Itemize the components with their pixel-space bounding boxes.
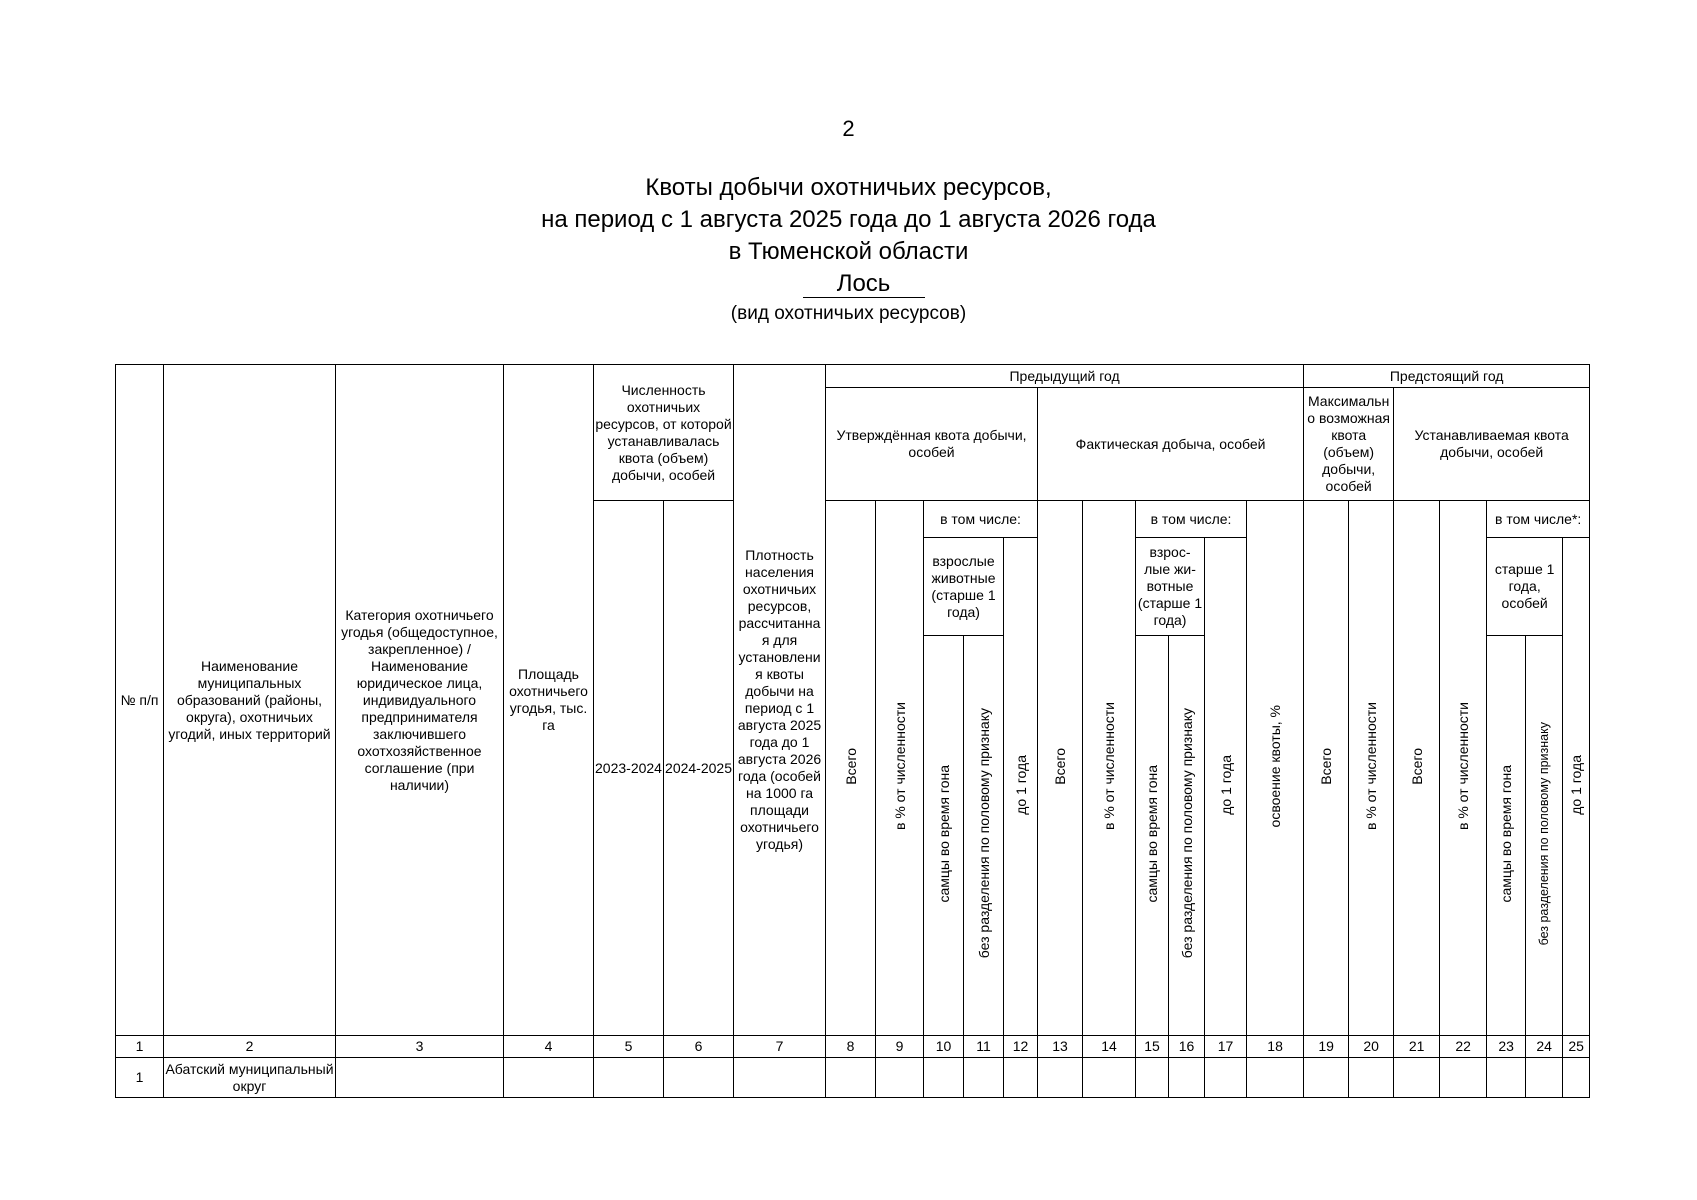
column-number: 19 bbox=[1304, 1036, 1349, 1058]
header-year-2024: 2024-2025 bbox=[664, 501, 734, 1036]
header-set-including: в том числе*: bbox=[1487, 501, 1590, 538]
header-upcoming-year: Предстоящий год bbox=[1304, 365, 1590, 388]
column-number: 25 bbox=[1563, 1036, 1590, 1058]
column-number: 17 bbox=[1205, 1036, 1247, 1058]
header-approved-males: самцы во время гона bbox=[924, 636, 964, 1036]
header-set-total: Всего bbox=[1394, 501, 1440, 1036]
header-approved-total: Всего bbox=[826, 501, 876, 1036]
column-number: 5 bbox=[594, 1036, 664, 1058]
cell bbox=[594, 1058, 664, 1098]
column-number: 6 bbox=[664, 1036, 734, 1058]
column-number: 10 bbox=[924, 1036, 964, 1058]
title-line-1: Квоты добычи охотничьих ресурсов, bbox=[645, 174, 1052, 201]
column-number: 2 bbox=[164, 1036, 336, 1058]
title-line-2: на период с 1 августа 2025 года до 1 августа 2026 года bbox=[541, 206, 1156, 233]
header-previous-year: Предыдущий год bbox=[826, 365, 1304, 388]
header-actual-adults: взрос-лые жи-вотные (старше 1 года) bbox=[1136, 538, 1205, 636]
header-set-pct: в % от численности bbox=[1440, 501, 1487, 1036]
cell bbox=[664, 1058, 734, 1098]
column-number: 13 bbox=[1038, 1036, 1083, 1058]
cell bbox=[964, 1058, 1004, 1098]
quota-table bbox=[115, 364, 1590, 1098]
cell bbox=[1136, 1058, 1169, 1098]
header-max-quota: Максимально возможная квота (объем) добычи, особей bbox=[1304, 388, 1394, 501]
cell bbox=[1004, 1058, 1038, 1098]
header-no: № п/п bbox=[116, 365, 164, 1036]
header-approved-adults: взрослые животные (старше 1 года) bbox=[924, 538, 1004, 636]
cell bbox=[1563, 1058, 1590, 1098]
header-approved-quota: Утверждённая квота добычи, особей bbox=[826, 388, 1038, 501]
header-max-total: Всего bbox=[1304, 501, 1349, 1036]
column-number: 9 bbox=[876, 1036, 924, 1058]
cell bbox=[876, 1058, 924, 1098]
column-number: 23 bbox=[1487, 1036, 1526, 1058]
species-caption: (вид охотничьих ресурсов) bbox=[730, 303, 967, 324]
header-mastery: освоение квоты, % bbox=[1247, 501, 1304, 1036]
header-actual-pct: в % от численности bbox=[1083, 501, 1136, 1036]
header-actual-including: в том числе: bbox=[1136, 501, 1247, 538]
column-number: 4 bbox=[504, 1036, 594, 1058]
page-number: 2 bbox=[842, 116, 855, 141]
cell bbox=[1038, 1058, 1083, 1098]
header-population: Численность охотничьих ресурсов, от которой устанавливалась квота (объем) добычи, особей bbox=[594, 365, 734, 501]
header-actual-males: самцы во время гона bbox=[1136, 636, 1169, 1036]
header-set-older1: старше 1 года, особей bbox=[1487, 538, 1563, 636]
header-actual-harvest: Фактическая добыча, особей bbox=[1038, 388, 1304, 501]
header-actual-nosex: без разделения по половому признаку bbox=[1169, 636, 1205, 1036]
column-number: 1 bbox=[116, 1036, 164, 1058]
cell bbox=[1304, 1058, 1349, 1098]
header-approved-nosex: без разделения по половому признаку bbox=[964, 636, 1004, 1036]
header-actual-total: Всего bbox=[1038, 501, 1083, 1036]
header-max-pct: в % от численности bbox=[1349, 501, 1394, 1036]
column-number: 12 bbox=[1004, 1036, 1038, 1058]
header-actual-under1: до 1 года bbox=[1205, 538, 1247, 1036]
header-density: Плотность населения охотничьих ресурсов, рассчитанная для установления квоты добычи на период с 1 августа 2025 года до 1 августа 2026 года (особей на 1000 га площади охотничьего угодья) bbox=[734, 365, 826, 1036]
column-number: 18 bbox=[1247, 1036, 1304, 1058]
column-number: 8 bbox=[826, 1036, 876, 1058]
title-line-3: в Тюменской области bbox=[728, 238, 969, 265]
column-number-row bbox=[116, 1036, 1590, 1058]
cell bbox=[1487, 1058, 1526, 1098]
cell bbox=[1169, 1058, 1205, 1098]
column-number: 11 bbox=[964, 1036, 1004, 1058]
column-number: 7 bbox=[734, 1036, 826, 1058]
column-number: 15 bbox=[1136, 1036, 1169, 1058]
cell bbox=[1083, 1058, 1136, 1098]
cell bbox=[1349, 1058, 1394, 1098]
table-row bbox=[116, 1058, 1590, 1098]
column-number: 21 bbox=[1394, 1036, 1440, 1058]
cell bbox=[924, 1058, 964, 1098]
cell bbox=[336, 1058, 504, 1098]
header-set-males: самцы во время гона bbox=[1487, 636, 1526, 1036]
header-approved-under1: до 1 года bbox=[1004, 538, 1038, 1036]
header-set-under1: до 1 года bbox=[1563, 538, 1590, 1036]
header-year-2023: 2023-2024 bbox=[594, 501, 664, 1036]
column-number: 24 bbox=[1526, 1036, 1563, 1058]
header-approved-pct: в % от численности bbox=[876, 501, 924, 1036]
cell bbox=[504, 1058, 594, 1098]
document-title bbox=[0, 172, 1697, 326]
row-number: 1 bbox=[116, 1058, 164, 1098]
column-number: 22 bbox=[1440, 1036, 1487, 1058]
column-number: 3 bbox=[336, 1036, 504, 1058]
header-municipality: Наименование муниципальных образований (районы, округа), охотничьих угодий, иных территорий bbox=[164, 365, 336, 1036]
header-approved-including: в том числе: bbox=[924, 501, 1038, 538]
cell bbox=[734, 1058, 826, 1098]
header-category: Категория охотничьего угодья (общедоступное, закрепленное) / Наименование юридическое лица, индивидуального предпринимателя заключившего охотхозяйственное соглашение (при наличии) bbox=[336, 365, 504, 1036]
cell bbox=[1440, 1058, 1487, 1098]
header-area: Площадь охотничьего угодья, тыс. га bbox=[504, 365, 594, 1036]
column-number: 20 bbox=[1349, 1036, 1394, 1058]
species-name: Лось bbox=[803, 271, 925, 298]
cell bbox=[1526, 1058, 1563, 1098]
header-set-quota: Устанавливаемая квота добычи, особей bbox=[1394, 388, 1590, 501]
cell bbox=[1394, 1058, 1440, 1098]
row-name: Абатский муниципальный округ bbox=[164, 1058, 336, 1098]
cell bbox=[826, 1058, 876, 1098]
column-number: 14 bbox=[1083, 1036, 1136, 1058]
header-set-nosex: без разделения по половому признаку bbox=[1526, 636, 1563, 1036]
cell bbox=[1205, 1058, 1247, 1098]
cell bbox=[1247, 1058, 1304, 1098]
column-number: 16 bbox=[1169, 1036, 1205, 1058]
